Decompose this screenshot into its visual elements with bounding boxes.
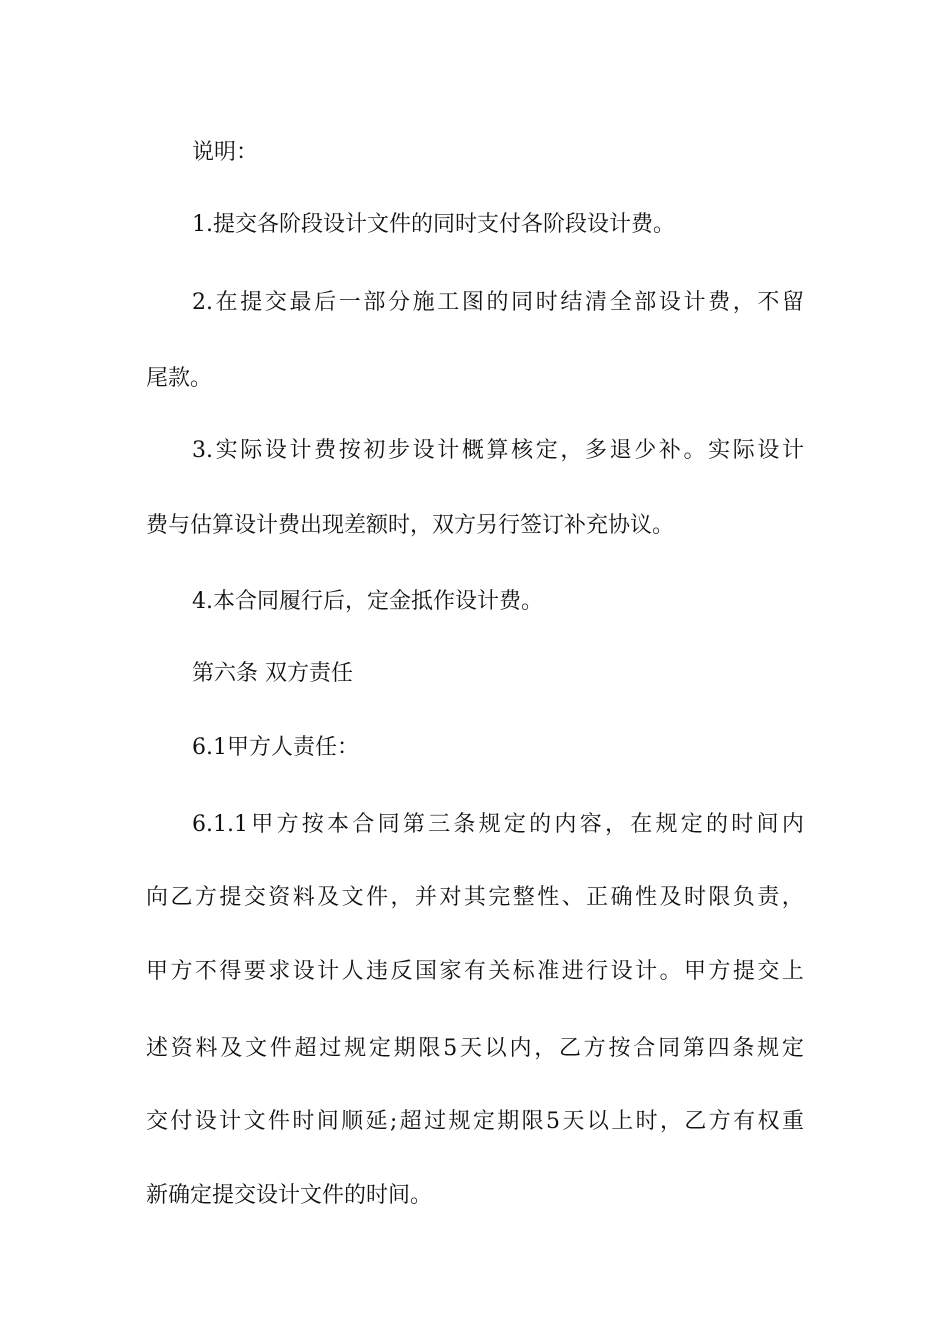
glyph: 责 [757, 885, 780, 910]
glyph: 合 [633, 1036, 656, 1061]
subsection-heading-6-1: 6.1甲方人责任： [192, 735, 359, 760]
glyph: 有 [463, 959, 486, 984]
glyph: 对 [439, 885, 462, 910]
glyph: 文 [245, 1036, 268, 1061]
glyph: 按 [301, 812, 324, 837]
glyph: 规 [757, 1036, 780, 1061]
glyph: 天 [459, 1036, 482, 1061]
glyph: 性 [635, 885, 658, 910]
glyph: 补 [658, 438, 681, 463]
paragraph-6-1-1-line-5 [146, 1107, 804, 1137]
glyph: ， [732, 290, 755, 315]
glyph: 交 [243, 885, 266, 910]
glyph: 设 [292, 959, 315, 984]
glyph: 甲 [146, 959, 169, 984]
glyph: 有 [733, 1109, 756, 1134]
glyph: 时 [635, 1109, 658, 1134]
glyph: 定 [535, 438, 558, 463]
glyph: 时 [683, 885, 706, 910]
glyph: 限 [708, 885, 731, 910]
glyph: 行 [586, 959, 609, 984]
glyph: 算 [486, 438, 509, 463]
glyph: 以 [484, 1036, 507, 1061]
glyph: 方 [583, 1036, 606, 1061]
glyph: ， [390, 885, 413, 910]
glyph: 。 [659, 959, 682, 984]
paragraph-6-1-1-line-3 [146, 957, 804, 987]
glyph: 限 [521, 1109, 544, 1134]
glyph: 料 [195, 1036, 218, 1061]
glyph: 得 [219, 959, 242, 984]
glyph: 本 [327, 812, 350, 837]
glyph: 一 [338, 290, 361, 315]
glyph: ， [781, 885, 804, 910]
glyph: 交 [264, 290, 287, 315]
glyph: 、 [561, 885, 584, 910]
glyph: 件 [366, 885, 389, 910]
glyph: 设 [264, 438, 287, 463]
glyph: 资 [268, 885, 291, 910]
glyph: 际 [732, 438, 755, 463]
glyph: 资 [170, 1036, 193, 1061]
glyph: 部 [363, 290, 386, 315]
glyph: 同 [658, 1036, 681, 1061]
glyph: 3. [192, 438, 213, 463]
glyph: 重 [781, 1109, 804, 1134]
glyph: 定 [680, 812, 703, 837]
glyph: 期 [393, 1036, 416, 1061]
glyph: 施 [412, 290, 435, 315]
paragraph-item-3-line-1 [192, 436, 804, 466]
glyph: 求 [268, 959, 291, 984]
glyph: 留 [781, 290, 804, 315]
glyph: 反 [390, 959, 413, 984]
glyph: 分 [387, 290, 410, 315]
glyph: 同 [511, 290, 534, 315]
glyph: 准 [537, 959, 560, 984]
glyph: 在 [630, 812, 653, 837]
glyph: 的 [486, 290, 509, 315]
paragraph-6-1-1-line-1 [192, 810, 804, 840]
glyph: ， [604, 812, 627, 837]
glyph: ; [389, 1109, 398, 1134]
glyph: 步 [387, 438, 410, 463]
glyph: 时 [535, 290, 558, 315]
glyph: 方 [708, 1109, 731, 1134]
glyph: 超 [399, 1109, 422, 1134]
glyph: 最 [289, 290, 312, 315]
glyph: ， [534, 1036, 557, 1061]
glyph: 交 [146, 1109, 169, 1134]
glyph: 方 [708, 959, 731, 984]
glyph: 过 [319, 1036, 342, 1061]
glyph: 计 [437, 438, 460, 463]
glyph: 的 [529, 812, 552, 837]
glyph: 概 [461, 438, 484, 463]
paragraph-6-1-1-line-6: 新确定提交设计文件的时间。 [146, 1183, 433, 1208]
glyph: 5 [546, 1109, 561, 1134]
glyph: 间 [316, 1109, 339, 1134]
glyph: 条 [453, 812, 476, 837]
glyph: 内 [509, 1036, 532, 1061]
glyph: 定 [368, 1036, 391, 1061]
glyph: 方 [194, 885, 217, 910]
glyph: 规 [655, 812, 678, 837]
glyph: 时 [292, 1109, 315, 1134]
glyph: 设 [658, 290, 681, 315]
glyph: 述 [146, 1036, 169, 1061]
glyph: 在 [215, 290, 238, 315]
glyph: 整 [512, 885, 535, 910]
glyph: 及 [220, 1036, 243, 1061]
glyph: 内 [781, 812, 804, 837]
glyph: 实 [215, 438, 238, 463]
glyph: 按 [608, 1036, 631, 1061]
glyph: 规 [478, 812, 501, 837]
glyph: 付 [170, 1109, 193, 1134]
glyph: 人 [341, 959, 364, 984]
glyph: 乙 [559, 1036, 582, 1061]
paragraph-item-3-line-2: 费与估算设计费出现差额时，双方另行签订补充协议。 [146, 513, 675, 538]
glyph: 定 [472, 1109, 495, 1134]
glyph: ， [560, 438, 583, 463]
glyph: 方 [170, 959, 193, 984]
glyph: 2. [192, 290, 213, 315]
paragraph-heading-notes: 说明： [192, 140, 259, 165]
glyph: 超 [294, 1036, 317, 1061]
glyph: 核 [511, 438, 534, 463]
glyph: 图 [461, 290, 484, 315]
glyph: 向 [146, 885, 169, 910]
glyph: 性 [537, 885, 560, 910]
glyph: 正 [586, 885, 609, 910]
glyph: 设 [610, 959, 633, 984]
glyph: 期 [497, 1109, 520, 1134]
glyph: 甲 [251, 812, 274, 837]
glyph: 内 [554, 812, 577, 837]
glyph: 并 [414, 885, 437, 910]
glyph: 条 [732, 1036, 755, 1061]
glyph: 提 [219, 885, 242, 910]
paragraph-item-2-line-1 [192, 288, 804, 318]
glyph: 国 [414, 959, 437, 984]
glyph: 三 [428, 812, 451, 837]
glyph: 延 [365, 1109, 388, 1134]
glyph: 上 [611, 1109, 634, 1134]
glyph: 家 [439, 959, 462, 984]
glyph: 及 [317, 885, 340, 910]
glyph: 要 [243, 959, 266, 984]
glyph: 部 [634, 290, 657, 315]
glyph: 乙 [684, 1109, 707, 1134]
glyph: 乙 [170, 885, 193, 910]
glyph: 退 [609, 438, 632, 463]
glyph: 顺 [341, 1109, 364, 1134]
glyph: 费 [314, 438, 337, 463]
glyph: 进 [561, 959, 584, 984]
glyph: 其 [463, 885, 486, 910]
glyph: 限 [418, 1036, 441, 1061]
glyph: 计 [219, 1109, 242, 1134]
glyph: 际 [240, 438, 263, 463]
glyph: 及 [659, 885, 682, 910]
glyph: 计 [683, 290, 706, 315]
glyph: 间 [756, 812, 779, 837]
glyph: 不 [757, 290, 780, 315]
glyph: 负 [732, 885, 755, 910]
section-heading-article-6: 第六条 双方责任 [192, 661, 353, 686]
glyph: 方 [276, 812, 299, 837]
glyph: 实 [708, 438, 731, 463]
glyph: 确 [610, 885, 633, 910]
glyph: 件 [269, 1036, 292, 1061]
glyph: 的 [706, 812, 729, 837]
glyph: 结 [560, 290, 583, 315]
glyph: 权 [757, 1109, 780, 1134]
glyph: 同 [377, 812, 400, 837]
glyph: 违 [366, 959, 389, 984]
glyph: 设 [412, 438, 435, 463]
glyph: 工 [437, 290, 460, 315]
glyph: 以 [586, 1109, 609, 1134]
glyph: 时 [731, 812, 754, 837]
glyph: 按 [338, 438, 361, 463]
glyph: 计 [289, 438, 312, 463]
glyph: 交 [757, 959, 780, 984]
glyph: 定 [781, 1036, 804, 1061]
glyph: 后 [314, 290, 337, 315]
glyph: 提 [240, 290, 263, 315]
glyph: 合 [352, 812, 375, 837]
paragraph-item-4: 4.本合同履行后，定金抵作设计费。 [192, 589, 543, 614]
glyph: 设 [194, 1109, 217, 1134]
glyph: 清 [584, 290, 607, 315]
glyph: ， [659, 1109, 682, 1134]
glyph: 关 [488, 959, 511, 984]
glyph: 计 [635, 959, 658, 984]
glyph: 初 [363, 438, 386, 463]
glyph: 规 [344, 1036, 367, 1061]
glyph: 定 [503, 812, 526, 837]
paragraph-item-2-line-2: 尾款。 [146, 366, 213, 391]
glyph: 第 [682, 1036, 705, 1061]
glyph: 少 [634, 438, 657, 463]
paragraph-item-1: 1.提交各阶段设计文件的同时支付各阶段设计费。 [192, 212, 675, 237]
glyph: 料 [292, 885, 315, 910]
glyph: 规 [448, 1109, 471, 1134]
glyph: 6.1.1 [192, 812, 248, 837]
glyph: 计 [317, 959, 340, 984]
glyph: 过 [424, 1109, 447, 1134]
glyph: 容 [579, 812, 602, 837]
paragraph-6-1-1-line-2 [146, 883, 804, 913]
glyph: 提 [732, 959, 755, 984]
glyph: 计 [781, 438, 804, 463]
glyph: 。 [683, 438, 706, 463]
glyph: 天 [562, 1109, 585, 1134]
paragraph-6-1-1-line-4 [146, 1034, 804, 1064]
glyph: 多 [584, 438, 607, 463]
glyph: 5 [443, 1036, 458, 1061]
glyph: 标 [512, 959, 535, 984]
glyph: 四 [707, 1036, 730, 1061]
glyph: 文 [341, 885, 364, 910]
glyph: 上 [781, 959, 804, 984]
glyph: 第 [402, 812, 425, 837]
glyph: 不 [194, 959, 217, 984]
glyph: 完 [488, 885, 511, 910]
glyph: 全 [609, 290, 632, 315]
glyph: 设 [757, 438, 780, 463]
glyph: 费 [708, 290, 731, 315]
glyph: 文 [243, 1109, 266, 1134]
glyph: 件 [267, 1109, 290, 1134]
glyph: 甲 [683, 959, 706, 984]
